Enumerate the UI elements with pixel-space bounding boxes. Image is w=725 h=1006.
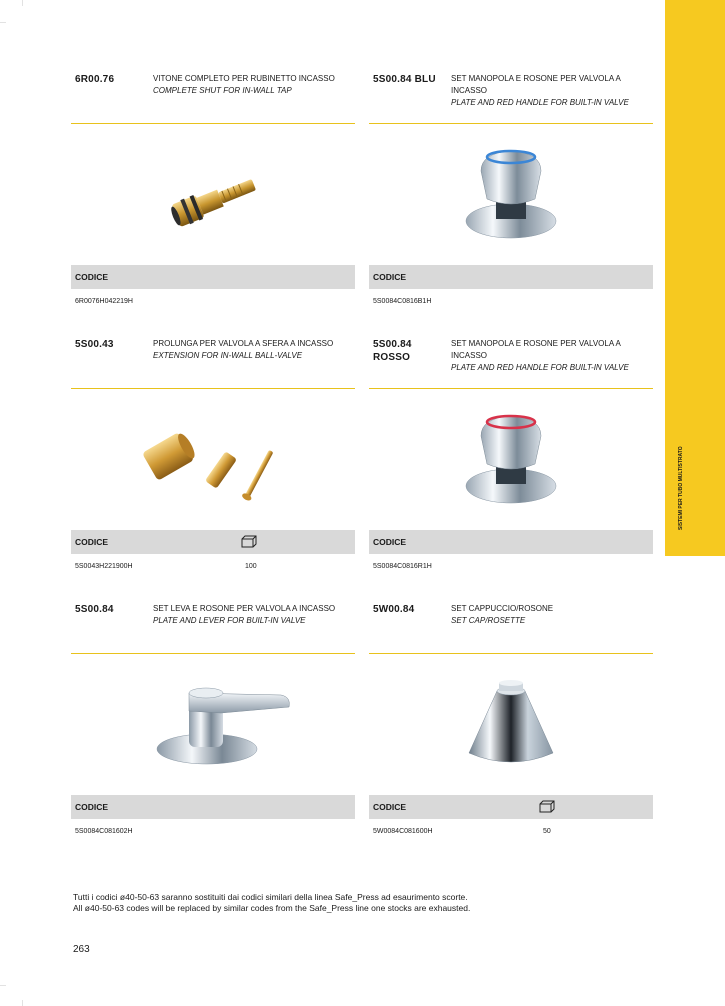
product-description bbox=[153, 603, 353, 627]
package-box-icon bbox=[241, 535, 257, 548]
article-number: 5W0084C081600H bbox=[373, 828, 433, 835]
article-number: 5S0084C0816R1H bbox=[373, 563, 432, 570]
page-number: 263 bbox=[73, 944, 90, 955]
product-description bbox=[153, 73, 353, 97]
chrome-knob-red-image bbox=[369, 398, 653, 528]
description-english: COMPLETE SHUT FOR IN-WALL TAP bbox=[153, 86, 292, 95]
product-code: 6R00.76 bbox=[75, 74, 115, 85]
package-quantity: 50 bbox=[543, 828, 551, 835]
codice-header-bar bbox=[369, 795, 653, 819]
codice-header-bar bbox=[71, 530, 355, 554]
description-italian: VITONE COMPLETO PER RUBINETTO INCASSO bbox=[153, 74, 335, 83]
crop-mark bbox=[0, 22, 6, 23]
product-card bbox=[71, 338, 355, 578]
chrome-knob-blue-image bbox=[369, 133, 653, 263]
product-code: 5S00.84 BLU bbox=[373, 74, 436, 85]
crop-mark bbox=[22, 1000, 23, 1006]
codice-label: CODICE bbox=[373, 537, 407, 547]
product-code: 5W00.84 bbox=[373, 604, 415, 615]
codice-header-bar bbox=[71, 265, 355, 289]
divider bbox=[369, 388, 653, 389]
section-side-label: SISTEMI PER TUBO MULTISTRATO bbox=[678, 446, 684, 530]
footer-note bbox=[73, 892, 633, 914]
crop-mark bbox=[0, 985, 6, 986]
divider bbox=[369, 653, 653, 654]
product-code: 5S00.84 ROSSO bbox=[373, 339, 412, 363]
codice-label: CODICE bbox=[75, 802, 109, 812]
footer-note-italian: Tutti i codici ø40-50-63 saranno sostituiti dai codici similari della linea Safe_Press ad esaurimento scorte. bbox=[73, 892, 468, 902]
article-number: 5S0043H221900H bbox=[75, 563, 133, 570]
codice-header-bar bbox=[369, 530, 653, 554]
codice-label: CODICE bbox=[75, 272, 109, 282]
description-english: PLATE AND LEVER FOR BUILT-IN VALVE bbox=[153, 616, 306, 625]
codice-label: CODICE bbox=[373, 802, 407, 812]
product-description bbox=[451, 603, 651, 627]
article-number: 6R0076H042219H bbox=[75, 298, 133, 305]
product-card bbox=[369, 603, 653, 843]
product-code: 5S00.84 bbox=[75, 604, 114, 615]
footer-note-english: All ø40-50-63 codes will be replaced by similar codes from the Safe_Press line one stocks are exhausted. bbox=[73, 903, 471, 913]
package-quantity: 100 bbox=[245, 563, 257, 570]
chrome-cap-image bbox=[369, 663, 653, 793]
article-number: 5S0084C0816B1H bbox=[373, 298, 432, 305]
product-code: 5S00.43 bbox=[75, 339, 114, 350]
product-card bbox=[71, 603, 355, 843]
divider bbox=[71, 388, 355, 389]
description-italian: SET LEVA E ROSONE PER VALVOLA A INCASSO bbox=[153, 604, 336, 613]
crop-mark bbox=[22, 0, 23, 6]
codice-label: CODICE bbox=[373, 272, 407, 282]
divider bbox=[71, 123, 355, 124]
description-english: PLATE AND RED HANDLE FOR BUILT-IN VALVE bbox=[451, 98, 629, 107]
product-description bbox=[153, 338, 353, 362]
description-english: SET CAP/ROSETTE bbox=[451, 616, 526, 625]
product-card bbox=[369, 73, 653, 313]
divider bbox=[71, 653, 355, 654]
codice-label: CODICE bbox=[75, 537, 109, 547]
package-box-icon bbox=[539, 800, 555, 813]
description-italian: SET MANOPOLA E ROSONE PER VALVOLA A INCASSO bbox=[451, 339, 621, 360]
description-italian: SET MANOPOLA E ROSONE PER VALVOLA A INCASSO bbox=[451, 74, 621, 95]
article-number: 5S0084C081602H bbox=[75, 828, 133, 835]
description-english: PLATE AND RED HANDLE FOR BUILT-IN VALVE bbox=[451, 363, 629, 372]
brass-extension-set-image bbox=[71, 398, 355, 528]
codice-header-bar bbox=[369, 265, 653, 289]
product-card bbox=[71, 73, 355, 313]
product-card bbox=[369, 338, 653, 578]
description-english: EXTENSION FOR IN-WALL BALL-VALVE bbox=[153, 351, 303, 360]
codice-header-bar bbox=[71, 795, 355, 819]
product-description bbox=[451, 338, 651, 374]
brass-shut-valve-image bbox=[71, 133, 355, 263]
product-description bbox=[451, 73, 651, 109]
description-italian: SET CAPPUCCIO/ROSONE bbox=[451, 604, 554, 613]
chrome-lever-image bbox=[71, 663, 355, 793]
description-italian: PROLUNGA PER VALVOLA A SFERA A INCASSO bbox=[153, 339, 334, 348]
section-side-tab bbox=[665, 0, 725, 556]
divider bbox=[369, 123, 653, 124]
